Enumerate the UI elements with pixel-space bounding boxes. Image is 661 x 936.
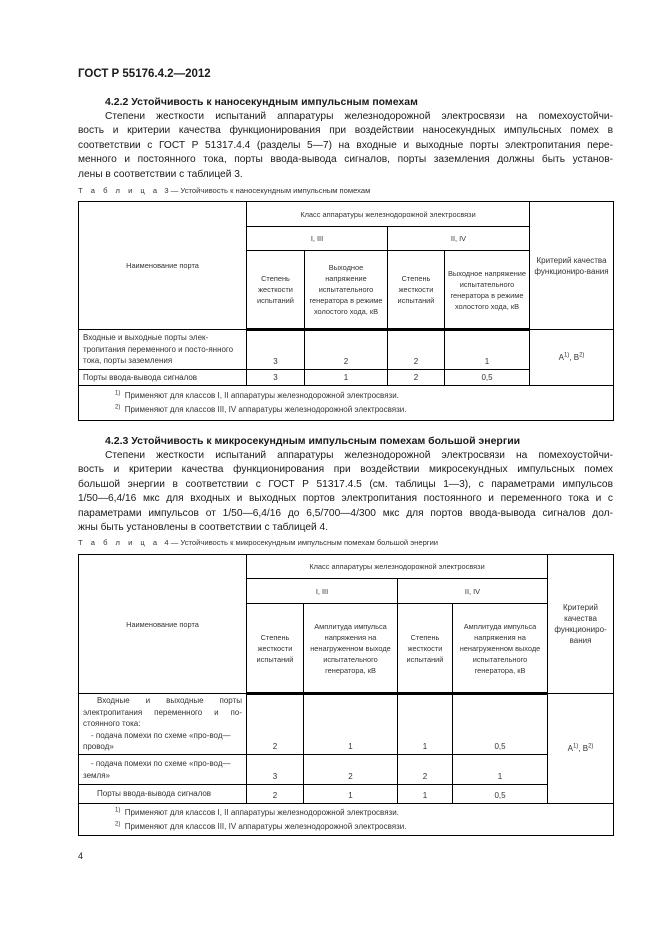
header-class: Класс аппаратуры железнодорожной электросвязи <box>247 555 548 579</box>
table-3 <box>78 201 614 421</box>
value-cell: 0,5 <box>445 370 530 386</box>
header-port-name: Наименование порта <box>79 202 247 330</box>
table-row <box>79 330 614 370</box>
value-cell: 2 <box>304 755 398 785</box>
value-cell: 0,5 <box>453 785 548 804</box>
paragraph-line: лены в соответствии с таблицей 3. <box>78 168 243 180</box>
paragraph-line: 1/50—6,4/16 мкс для входных и выходных портов электропитания постоянного и переменного тока и с <box>78 493 613 505</box>
value-cell: 2 <box>247 694 304 755</box>
header-group-i-iii: I, III <box>247 579 398 604</box>
port-name: Порты ввода-вывода сигналов <box>79 785 247 804</box>
value-cell: 2 <box>388 330 445 370</box>
header-amplitude: Амплитуда импульса напряжения на ненагруженном выходе испытательного генератора, кВ <box>453 604 548 694</box>
section-paragraph-4-2-2 <box>78 110 613 182</box>
footnote: $^{1)}$ Применяют для классов I, II аппаратуры железнодорожной электросвязи. <box>115 390 399 400</box>
page-number: 4 <box>78 851 84 861</box>
section-title-4-2-3: 4.2.3 Устойчивость к микросекундным импульсным помехам большой энергии <box>105 435 521 447</box>
criterion-cell: $А^{1)}$, $В^{2)}$ <box>548 694 614 804</box>
paragraph-line: жны быть установлены в соответствии с таблицей 4. <box>78 522 329 534</box>
value-cell: 3 <box>247 370 305 386</box>
value-cell: 2 <box>388 370 445 386</box>
header-degree: Степень жесткости испытаний <box>388 251 445 330</box>
table-footnotes <box>79 386 614 421</box>
value-cell: 0,5 <box>453 694 548 755</box>
header-amplitude: Амплитуда импульса напряжения на ненагруженном выходе испытательного генератора, кВ <box>304 604 398 694</box>
header-voltage: Выходное напряжение испытательного генератора в режиме холостого хода, кВ <box>445 251 530 330</box>
value-cell: 2 <box>247 785 304 804</box>
table-4 <box>78 554 614 836</box>
header-group-ii-iv: II, IV <box>398 579 548 604</box>
value-cell: 1 <box>305 370 388 386</box>
port-name: Входные и выходные порты элек-тропитания переменного и посто-янного тока, порты заземления <box>79 330 247 370</box>
footnote: $^{2)}$ Применяют для классов III, IV аппаратуры железнодорожной электросвязи. <box>115 404 407 414</box>
header-criterion: Критерий качества функциониро-вания <box>548 555 614 694</box>
header-class: Класс аппаратуры железнодорожной электросвязи <box>247 202 530 227</box>
footnote: $^{2)}$ Применяют для классов III, IV аппаратуры железнодорожной электросвязи. <box>115 820 407 831</box>
value-cell: 1 <box>398 694 453 755</box>
table-row <box>79 785 614 804</box>
port-name: - подача помехи по схеме «про-вод—земля» <box>79 755 247 785</box>
table-footnotes <box>79 804 614 836</box>
paragraph-line: Степени жесткости испытаний аппаратуры железнодорожной электросвязи на помехоустойчи- <box>105 450 613 461</box>
table-row <box>79 694 614 755</box>
document-code: ГОСТ Р 55176.4.2—2012 <box>78 68 211 80</box>
paragraph-line: вость и критерии качества функционирования при воздействии микросекундных импульсных помех <box>78 464 613 476</box>
header-group-ii-iv: II, IV <box>388 227 530 251</box>
value-cell: 2 <box>305 330 388 370</box>
table-row <box>79 755 614 785</box>
table-caption-3: Т а б л и ц а 3 — Устойчивость к наносекундным импульсным помехам <box>78 186 371 195</box>
paragraph-line: менного и постоянного тока, порты ввода-вывода сигналов, порты заземления должны быть установ- <box>78 154 613 166</box>
table-caption-4: Т а б л и ц а 4 — Устойчивость к микросекундным импульсным помехам большой энергии <box>78 538 439 547</box>
header-port-name: Наименование порта <box>79 555 247 694</box>
value-cell: 2 <box>398 755 453 785</box>
value-cell: 1 <box>304 785 398 804</box>
port-name: Порты ввода-вывода сигналов <box>79 370 247 386</box>
footnote: $^{1)}$ Применяют для классов I, II аппаратуры железнодорожной электросвязи. <box>115 806 399 817</box>
paragraph-line: вость и критерии качества функционирования при воздействии наносекундных импульсных помех в <box>78 125 613 137</box>
value-cell: 1 <box>453 755 548 785</box>
header-group-i-iii: I, III <box>247 227 388 251</box>
paragraph-line: соответствии с ГОСТ Р 51317.4.4 (разделы 5—7) на входные и выходные порты электропитания пере- <box>78 139 613 151</box>
section-title-4-2-2: 4.2.2 Устойчивость к наносекундным импульсным помехам <box>105 96 418 108</box>
paragraph-line: Степени жесткости испытаний аппаратуры железнодорожной электросвязи на помехоустойчи- <box>105 111 613 122</box>
criterion-cell: $А^{1)}$, $В^{2)}$ <box>530 330 614 386</box>
value-cell: 1 <box>304 694 398 755</box>
header-voltage: Выходное напряжение испытательного генератора в режиме холостого хода, кВ <box>305 251 388 330</box>
header-degree: Степень жесткости испытаний <box>398 604 453 694</box>
value-cell: 1 <box>445 330 530 370</box>
value-cell: 3 <box>247 755 304 785</box>
header-degree: Степень жесткости испытаний <box>247 604 304 694</box>
paragraph-line: большой энергии в соответствии с ГОСТ Р 51317.4.5 (см. таблицы 1—3), с параметрами импульсов <box>78 478 613 490</box>
header-degree: Степень жесткости испытаний <box>247 251 305 330</box>
port-name: Входные и выходные порты электропитания переменного и по-стоянного тока: - подача помехи по схеме «про-вод—провод» <box>79 694 247 755</box>
value-cell: 3 <box>247 330 305 370</box>
section-paragraph-4-2-3 <box>78 449 613 535</box>
value-cell: 1 <box>398 785 453 804</box>
header-criterion: Критерий качества функциониро-вания <box>530 202 614 330</box>
paragraph-line: параметрами импульсов от 1/50—6,4/16 до 6,5/700—4/300 мкс для портов ввода-вывода сигналов дол- <box>78 507 613 519</box>
